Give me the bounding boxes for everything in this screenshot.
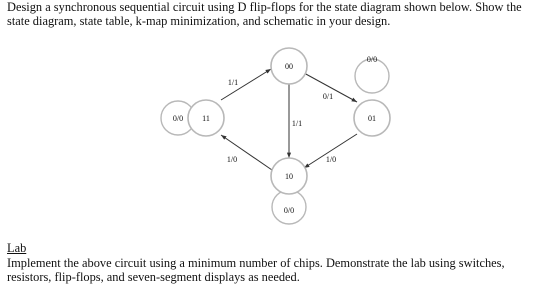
label-self-01: 0/0 xyxy=(366,55,378,64)
label-01-to-10: 1/0 xyxy=(325,155,337,164)
problem-line-2: state diagram, state table, k-map minimization, and schematic in your design. xyxy=(7,14,391,29)
self-loop-01 xyxy=(355,59,389,93)
problem-line-1: Design a synchronous sequential circuit using D flip-flops for the state diagram shown below. Show the xyxy=(7,0,522,14)
state-00-label: 00 xyxy=(285,62,293,71)
lab-heading: Lab xyxy=(7,241,27,255)
lab-section xyxy=(7,241,535,285)
label-00-to-01: 0/1 xyxy=(322,92,334,101)
edge-10-to-11 xyxy=(221,135,272,170)
lab-line-1: Implement the above circuit using a minimum number of chips. Demonstrate the lab using switches, xyxy=(7,255,505,270)
state-11-label: 11 xyxy=(202,114,210,123)
label-00-to-10: 1/1 xyxy=(291,119,303,128)
label-self-10: 0/0 xyxy=(283,206,295,215)
state-10-label: 10 xyxy=(285,172,293,181)
lab-line-2: resistors, flip-flops, and seven-segment displays as needed. xyxy=(7,270,300,285)
label-self-11: 0/0 xyxy=(172,114,184,123)
label-10-to-11: 1/0 xyxy=(226,155,238,164)
label-11-to-00: 1/1 xyxy=(227,78,239,87)
state-01-label: 01 xyxy=(368,114,376,123)
